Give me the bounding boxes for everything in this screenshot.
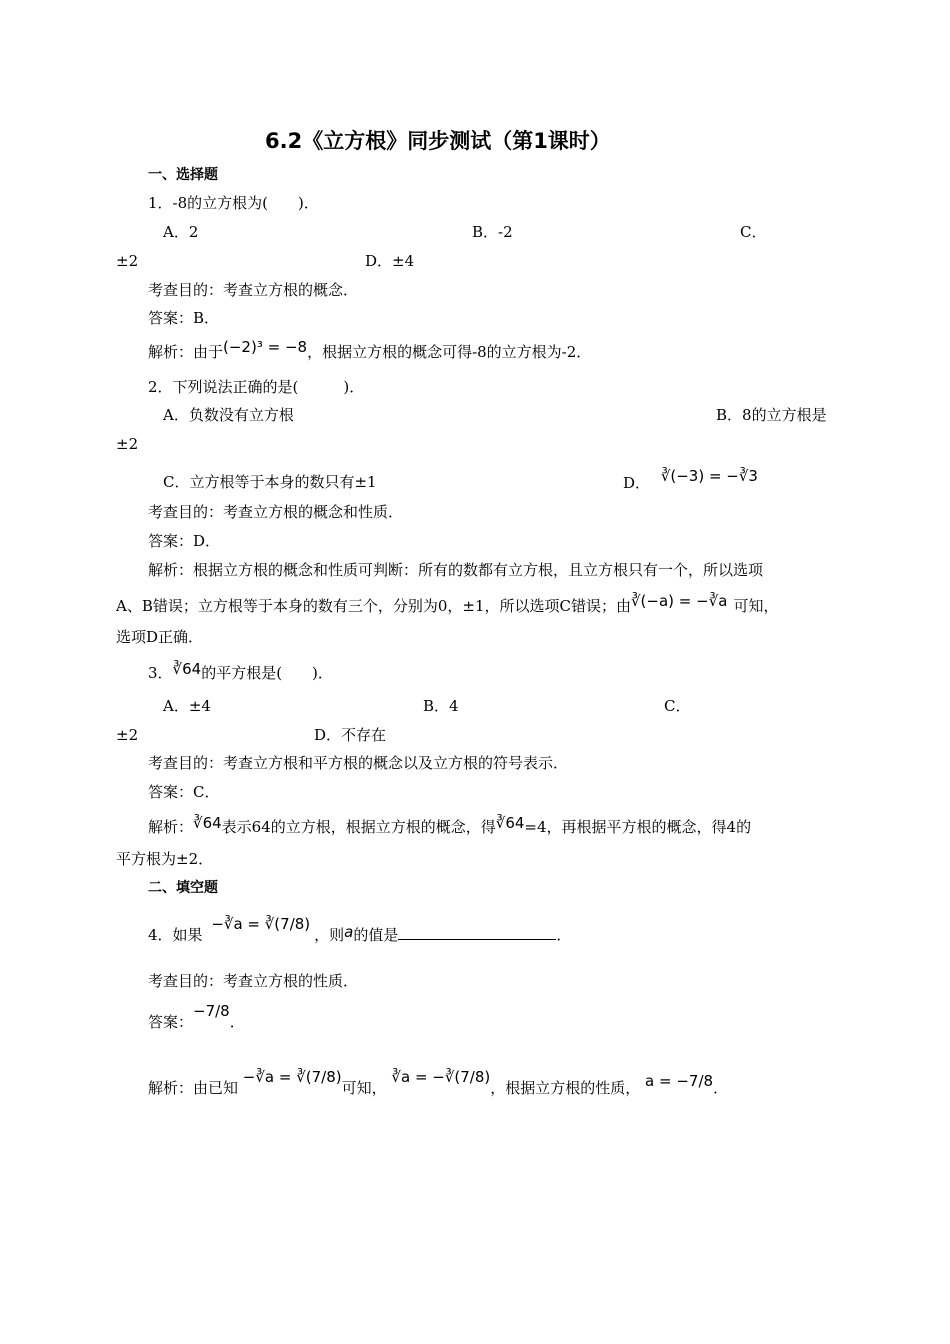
section-heading-fill: 二、填空题 [148,880,218,896]
q2-option-d [623,466,758,492]
q4-stem-mid: ，则 [314,926,345,944]
q2-option-d-label: D． [623,474,651,492]
q3-expl-formula2: ∛64 [495,814,525,832]
q1-stem: 1．-8的立方根为( )． [148,194,319,212]
q4-expl-mid2: ，根据立方根的性质， [490,1079,641,1097]
q2-expl-line1: 解析：根据立方根的概念和性质可判断：所有的数都有立方根，且立方根只有一个，所以选项 [148,561,764,579]
q2-expl-line2 [116,592,779,616]
q3-option-c-wrap: ±2 [116,726,139,744]
q2-option-c: C．立方根等于本身的数只有±1 [163,473,377,491]
q4-stem-post: 的值是 [353,926,399,944]
q1-expl-pre: 解析：由于 [148,343,224,361]
q4-answer-end: ． [229,1013,245,1031]
q4-explanation [148,1066,728,1111]
q2-stem: 2．下列说法正确的是( )． [148,378,365,396]
q4-answer-formula: −7/8 [193,1002,230,1020]
q4-answer-blank[interactable] [398,925,556,940]
q4-stem-var: a [344,923,354,941]
section-heading-choice: 一、选择题 [148,167,218,183]
q3-expl-post: =4，再根据平方根的概念，得4的 [524,818,752,836]
q4-stem-end: ． [556,926,572,944]
q1-option-c: C． [740,223,767,241]
q2-option-b: B．8的立方根是 [716,406,827,424]
q1-option-a: A．2 [163,223,199,241]
q2-option-a: A．负数没有立方根 [163,406,294,424]
q2-expl2-pre: A、B错误；立方根等于本身的数有三个，分别为0，±1，所以选项C错误；由 [116,597,631,615]
q3-expl-line1 [148,814,752,837]
q3-purpose: 考查目的：考查立方根和平方根的概念以及立方根的符号表示． [148,754,569,772]
q3-option-c: C． [664,697,691,715]
q1-option-c-wrap: ±2 [116,252,139,270]
q4-answer [148,1000,245,1045]
q4-stem-formula: −∛a = ∛(7/8) [211,915,311,933]
q4-expl-end: ． [713,1079,729,1097]
q3-expl-formula: ∛64 [193,814,222,832]
q3-expl-pre: 解析： [148,818,194,836]
q2-purpose: 考查目的：考查立方根的概念和性质． [148,503,404,521]
q1-answer: 答案：B． [148,309,220,327]
q4-answer-pre: 答案： [148,1013,194,1031]
q1-explanation [148,338,592,362]
q3-stem-formula: ∛64 [172,660,202,678]
q1-option-d: D．±4 [365,252,415,270]
page-title: 6.2《立方根》同步测试（第1课时） [265,129,611,153]
q3-expl-mid: 表示64的立方根，根据立方根的概念，得 [221,818,496,836]
q2-expl2-post: 可知， [733,597,779,615]
q4-expl-mid1: 可知， [341,1079,387,1097]
q3-option-b: B．4 [423,697,459,715]
q3-option-d: D．不存在 [314,726,387,744]
q2-option-b-wrap: ±2 [116,435,139,453]
q3-stem-post: 的平方根是( )． [201,664,333,682]
q2-expl-line3: 选项D正确． [116,628,204,646]
q4-stem-pre: 4．如果 [148,926,203,944]
q4-purpose: 考查目的：考查立方根的性质． [148,972,359,990]
q4-expl-formula1: −∛a = ∛(7/8) [242,1068,342,1086]
q4-expl-formula3: a = −7/8 [645,1072,714,1090]
q4-stem [148,915,571,956]
q1-option-b: B．-2 [472,223,513,241]
q4-expl-pre: 解析：由已知 [148,1079,239,1097]
q3-stem-pre: 3． [148,664,173,682]
q1-expl-post: ，根据立方根的概念可得-8的立方根为-2． [307,343,592,361]
q1-purpose: 考查目的：考查立方根的概念． [148,281,359,299]
q2-answer: 答案：D． [148,532,221,550]
q3-answer: 答案：C． [148,783,220,801]
q3-option-a: A．±4 [163,697,211,715]
q3-expl-line2: 平方根为±2． [116,850,214,868]
q2-option-d-formula: ∛(−3) = −∛3 [660,467,758,485]
q3-stem [148,660,333,683]
q4-expl-formula2: ∛a = −∛(7/8) [391,1068,491,1086]
q1-expl-formula: (−2)³ = −8 [223,338,308,356]
q2-expl2-formula: ∛(−a) = −∛a [631,592,728,610]
